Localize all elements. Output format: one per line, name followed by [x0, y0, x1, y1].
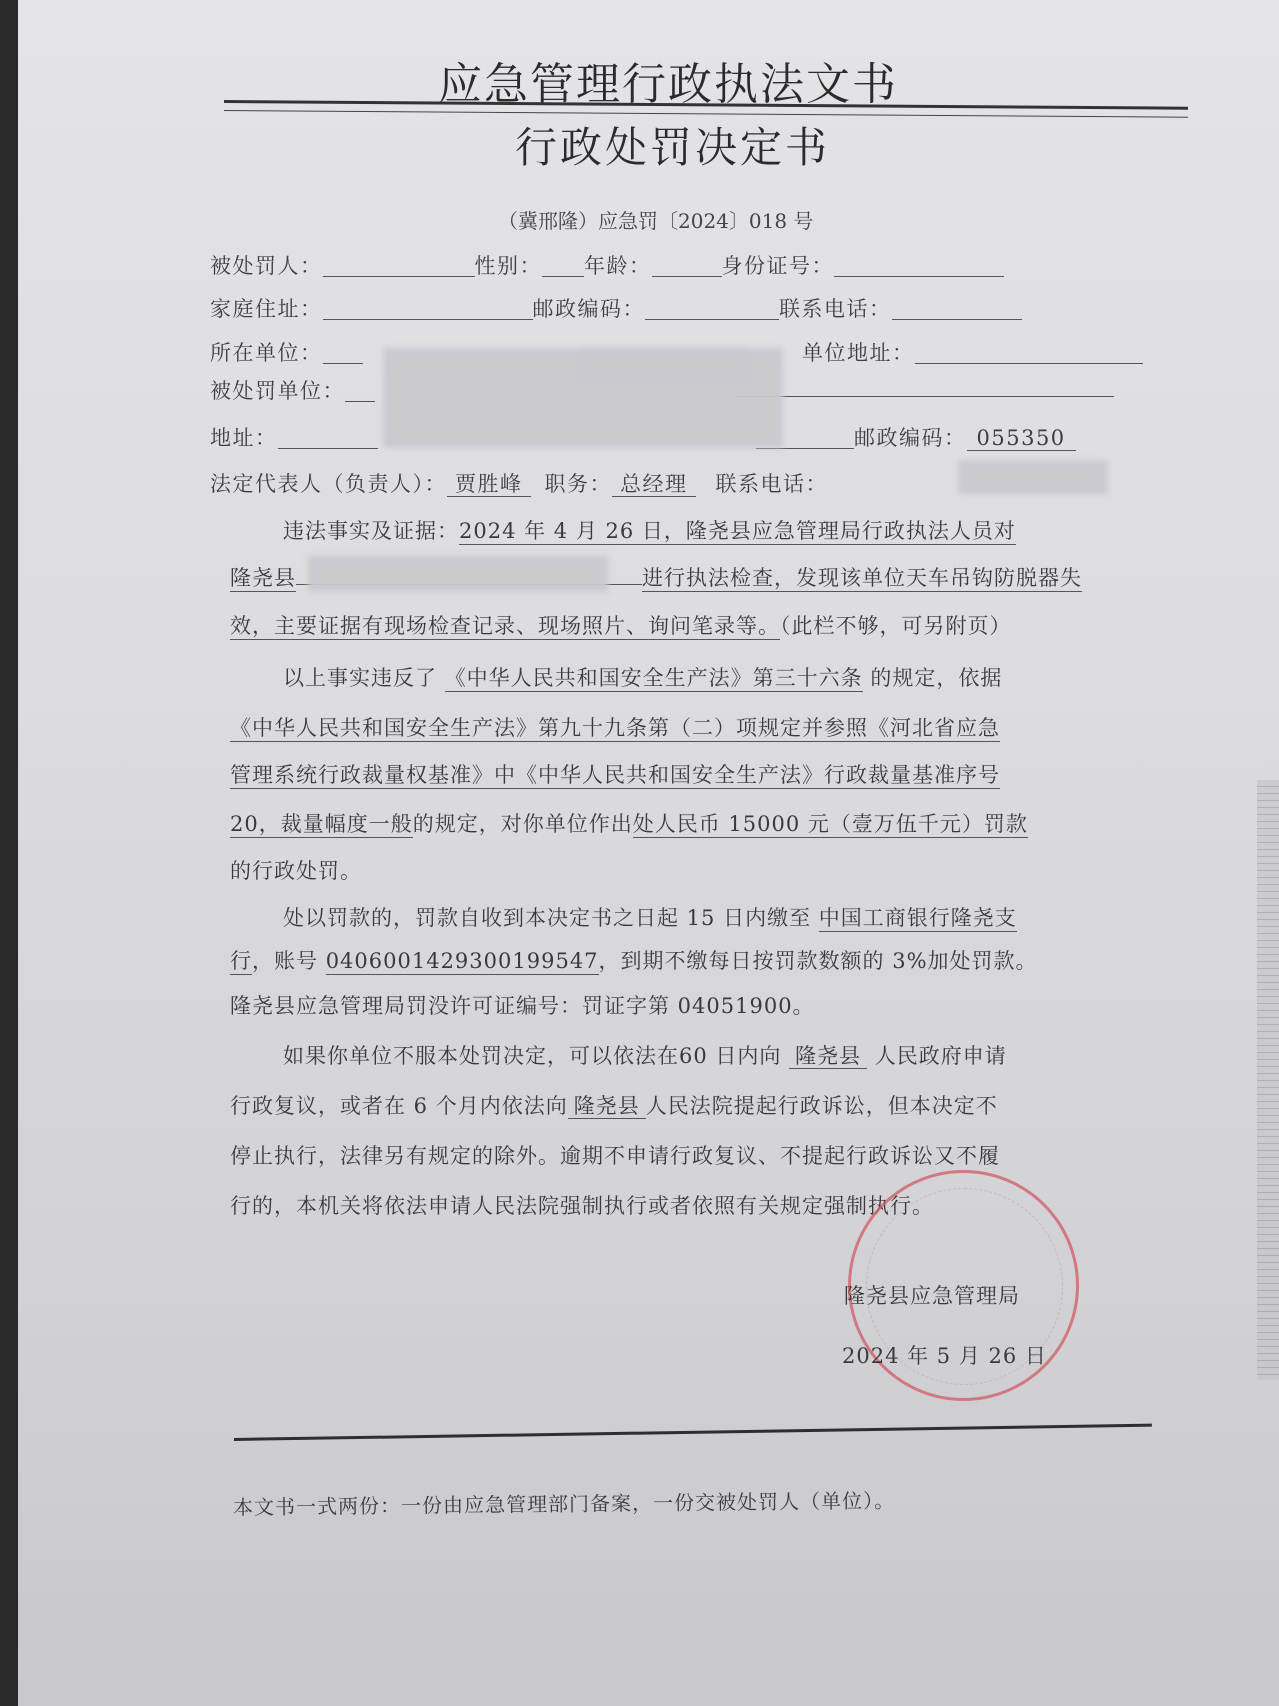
label-unit-address: 地址： [210, 426, 278, 450]
person-row-3-right [802, 337, 1143, 367]
legal-rep-value: 贾胜峰 [447, 472, 531, 497]
label-work-address: 单位地址： [802, 341, 915, 365]
unit-row-2 [210, 422, 378, 452]
person-row-1 [210, 250, 1004, 280]
payment-line-2 [230, 945, 1038, 975]
appeal-line-3: 停止执行，法律另有规定的除外。逾期不申请行政复议、不提起行政诉讼又不履 [230, 1144, 1000, 1168]
bank-name-end: 行 [230, 949, 252, 973]
person-row-2 [210, 293, 1022, 323]
field-penalized-person [323, 256, 475, 277]
field-id-number [834, 256, 1004, 277]
appeal-text: 如果你单位不服本处罚决定，可以依法在60 日内向 [283, 1044, 782, 1068]
label-unit-phone: 联系电话： [715, 472, 828, 496]
document-page [18, 0, 1279, 1706]
field-work-address [915, 343, 1143, 364]
field-penalized-unit [345, 381, 375, 402]
footer-rule [234, 1424, 1152, 1441]
redaction-blur [308, 556, 608, 592]
facts-text: 进行执法检查，发现该单位天车吊钩防脱器失 [642, 566, 1082, 590]
redaction-blur [958, 460, 1108, 494]
unit-row-3 [210, 468, 828, 498]
label-title: 职务： [544, 472, 612, 496]
violation-line-1 [283, 662, 1002, 692]
unit-postcode-value: 055350 [967, 426, 1076, 451]
field-age [652, 256, 722, 277]
facts-label: 违法事实及证据： [283, 519, 459, 543]
signing-agency: 隆尧县应急管理局 [844, 1284, 1020, 1308]
label-home-address: 家庭住址： [210, 297, 323, 321]
violation-law: 《中华人民共和国安全生产法》第三十六条 [444, 666, 863, 690]
unit-name-underline [734, 396, 1114, 397]
violation-text: 《中华人民共和国安全生产法》第九十九条第（二）项规定并参照《河北省应急 [230, 716, 1000, 740]
field-phone [892, 299, 1022, 320]
appeal-court: 隆尧县 [568, 1094, 646, 1119]
violation-line-3 [230, 759, 1000, 789]
violation-line-2 [230, 712, 1000, 742]
field-gender [542, 256, 584, 277]
document-subtitle: 行政处罚决定书 [515, 123, 831, 172]
label-unit-postcode: 邮政编码： [854, 426, 967, 450]
violation-line-5: 的行政处罚。 [230, 859, 362, 883]
violation-text: 以上事实违反了 [283, 666, 437, 690]
person-row-3 [210, 337, 363, 367]
unit-row-1 [210, 375, 375, 405]
facts-text: 2024 年 4 月 26 日，隆尧县应急管理局行政执法人员对 [459, 519, 1016, 543]
label-legal-rep: 法定代表人（负责人）： [210, 472, 447, 496]
label-age: 年龄： [584, 254, 652, 278]
appeal-text: 人民政府申请 [874, 1044, 1007, 1068]
violation-text: 管理系统行政裁量权基准》中《中华人民共和国安全生产法》行政裁量基准序号 [230, 763, 1000, 787]
field-home-address [323, 299, 533, 320]
facts-text: 效，主要证据有现场检查记录、现场照片、询问笔录等。 [230, 614, 780, 638]
appeal-government: 隆尧县 [789, 1044, 867, 1069]
appeal-text: 人民法院提起行政诉讼，但本决定不 [645, 1094, 998, 1118]
payment-line-3: 隆尧县应急管理局罚没许可证编号：罚证字第 04051900。 [230, 994, 815, 1018]
appeal-text: 行政复议，或者在 6 个月内依法向 [230, 1094, 568, 1118]
unit-row-2-right [756, 422, 1076, 452]
underlying-page-edge [1257, 780, 1279, 1380]
appeal-line-4: 行的，本机关将依法申请人民法院强制执行或者依照有关规定强制执行。 [230, 1194, 934, 1218]
facts-text: 隆尧县 [230, 566, 296, 590]
field-workplace [323, 343, 363, 364]
facts-line-1 [283, 515, 1016, 545]
violation-text: 的规定，依据 [870, 666, 1003, 690]
violation-text: 的规定，对你单位作出 [412, 812, 633, 836]
facts-note: （此栏不够，可另附页） [780, 614, 1012, 638]
label-penalized-person: 被处罚人： [210, 254, 323, 278]
penalty-amount: 处人民币 15000 元（壹万伍千元）罚款 [632, 812, 1028, 836]
redaction-blur [578, 350, 748, 378]
label-id-number: 身份证号： [721, 254, 834, 278]
bank-name: 中国工商银行隆尧支 [818, 906, 1017, 930]
field-unit-address [278, 428, 378, 449]
document-number: （冀邢隆）应急罚〔2024〕018 号 [498, 209, 814, 233]
label-phone: 联系电话： [779, 297, 892, 321]
field-postcode [645, 299, 779, 320]
signing-date: 2024 年 5 月 26 日 [842, 1344, 1047, 1368]
label-postcode: 邮政编码： [532, 297, 645, 321]
document-title: 应急管理行政执法文书 [438, 59, 898, 110]
appeal-line-2 [230, 1090, 998, 1120]
label-penalized-unit: 被处罚单位： [210, 379, 345, 403]
label-workplace: 所在单位： [210, 341, 323, 365]
payment-text: 处以罚款的，罚款自收到本决定书之日起 15 日内缴至 [283, 906, 812, 930]
appeal-line-1 [283, 1040, 1007, 1070]
title-value: 总经理 [612, 472, 696, 497]
violation-line-4 [230, 808, 1028, 838]
violation-text: 20，裁量幅度一般 [230, 812, 413, 836]
account-number: 0406001429300199547 [325, 949, 599, 973]
payment-text: ，账号 [252, 949, 318, 973]
payment-line-1 [283, 902, 1017, 932]
footer-note: 本文书一式两份：一份由应急管理部门备案，一份交被处罚人（单位）。 [232, 1488, 896, 1520]
label-gender: 性别： [474, 254, 542, 278]
payment-text: ，到期不缴每日按罚款数额的 3%加处罚款。 [598, 949, 1038, 973]
facts-line-3 [230, 610, 1012, 640]
